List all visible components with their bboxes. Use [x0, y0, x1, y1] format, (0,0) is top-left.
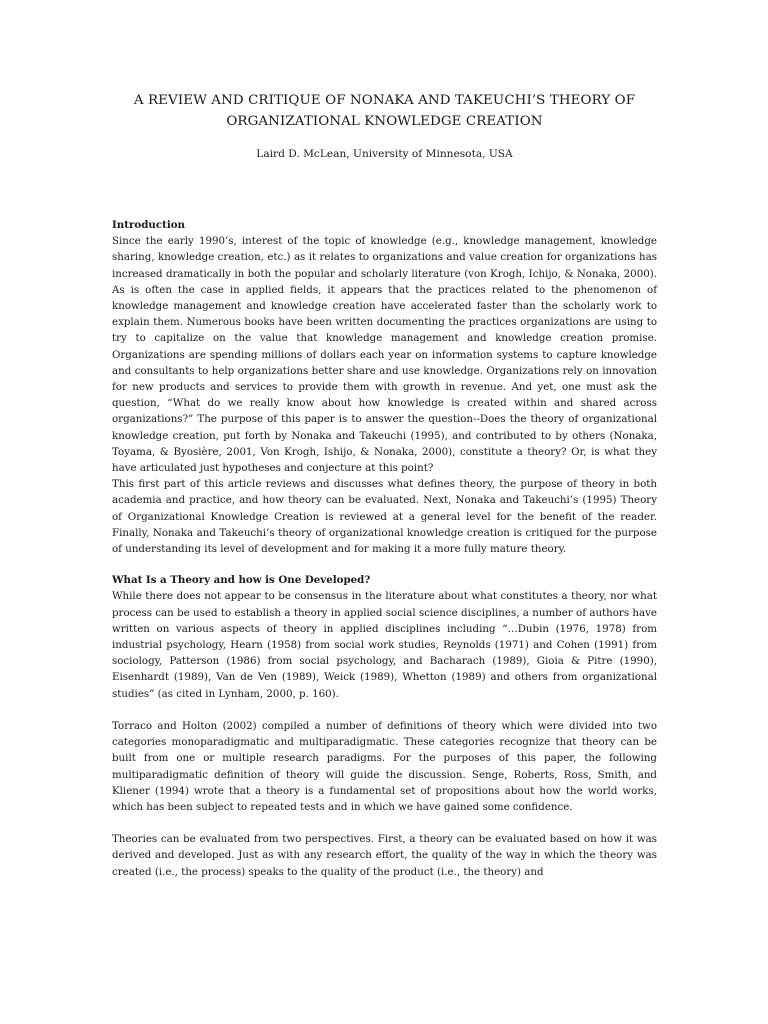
paragraph: Since the early 1990’s, interest of the topic of knowledge (e.g., knowledge management, knowledge sharing, knowledge creation, etc.) as it relates to organizations and value creation for organizations has increased dramatically in both the popular and scholarly literature (von Krogh, Ichijo, & Nonaka, 2000). As is often the case in applied fields, it appears that the practices related to the phenomenon of knowledge management and knowledge creation have accelerated faster than the scholarly work to explain them. Numerous books have been written documenting the practices organizations are using to try to capitalize on the value that knowledge management and knowledge creation promise. Organizations are spending millions of dollars each year on information systems to capture knowledge and consultants to help organizations better share and use knowledge. Organizations rely on innovation for new products and services to provide them with growth in revenue. And yet, one must ask the question, “What do we really know about how knowledge is created within and shared across organizations?” The purpose of this paper is to answer the question--Does the theory of organizational knowledge creation, put forth by Nonaka and Takeuchi (1995), and contributed to by others (Nonaka, Toyama, & Byosière, 2001, Von Krogh, Ishijo, & Nonaka, 2000), constitute a theory? Or, is what they have articulated just hypotheses and conjecture at this point?: [112, 235, 657, 475]
section-heading-theory: What Is a Theory and how is One Developed?: [112, 574, 371, 587]
spacer: [112, 557, 657, 572]
title-line-1: A REVIEW AND CRITIQUE OF NONAKA AND TAKEUCHI’S THEORY OF: [133, 93, 636, 108]
document-title: [112, 90, 657, 132]
article-body: [112, 217, 657, 880]
paragraph: While there does not appear to be consensus in the literature about what constitutes a theory, nor what process can be used to establish a theory in applied social science disciplines, a number of authors have written on various aspects of theory in applied disciplines including “…Dubin (1976, 1978) from industrial psychology, Hearn (1958) from social work studies, Reynolds (1971) and Cohen (1991) from sociology, Patterson (1986) from social psychology, and Bacharach (1989), Gioia & Pitre (1990), Eisenhardt (1989), Van de Ven (1989), Weick (1989), Whetton (1989) and others from organizational studies” (as cited in Lynham, 2000, p. 160).: [112, 590, 657, 700]
spacer: [112, 815, 657, 831]
author-line: Laird D. McLean, University of Minnesota, USA: [256, 148, 513, 160]
paragraph: This first part of this article reviews and discusses what defines theory, the purpose of theory in both academia and practice, and how theory can be evaluated. Next, Nonaka and Takeuchi’s (1995) Theory of Organizational Knowledge Creation is reviewed at a general level for the benefit of the reader. Finally, Nonaka and Takeuchi’s theory of organizational knowledge creation is critiqued for the purpose of understanding its level of development and for making it a more fully mature theory.: [112, 478, 657, 556]
paragraph: Torraco and Holton (2002) compiled a number of definitions of theory which were divided into two categories monoparadigmatic and multiparadigmatic. These categories recognize that theory can be built from one or multiple research paradigms. For the purposes of this paper, the following multiparadigmatic definition of theory will guide the discussion. Senge, Roberts, Ross, Smith, and Kliener (1994) wrote that a theory is a fundamental set of propositions about how the world works, which has been subject to repeated tests and in which we have gained some confidence.: [112, 719, 657, 813]
section-heading-introduction: Introduction: [112, 219, 185, 231]
title-line-2: ORGANIZATIONAL KNOWLEDGE CREATION: [226, 114, 543, 129]
paragraph: Theories can be evaluated from two perspectives. First, a theory can be evaluated based on how it was derived and developed. Just as with any research effort, the quality of the way in which the theory was created (i.e., the process) speaks to the quality of the product (i.e., the theory) and: [112, 833, 657, 878]
spacer: [112, 702, 657, 718]
